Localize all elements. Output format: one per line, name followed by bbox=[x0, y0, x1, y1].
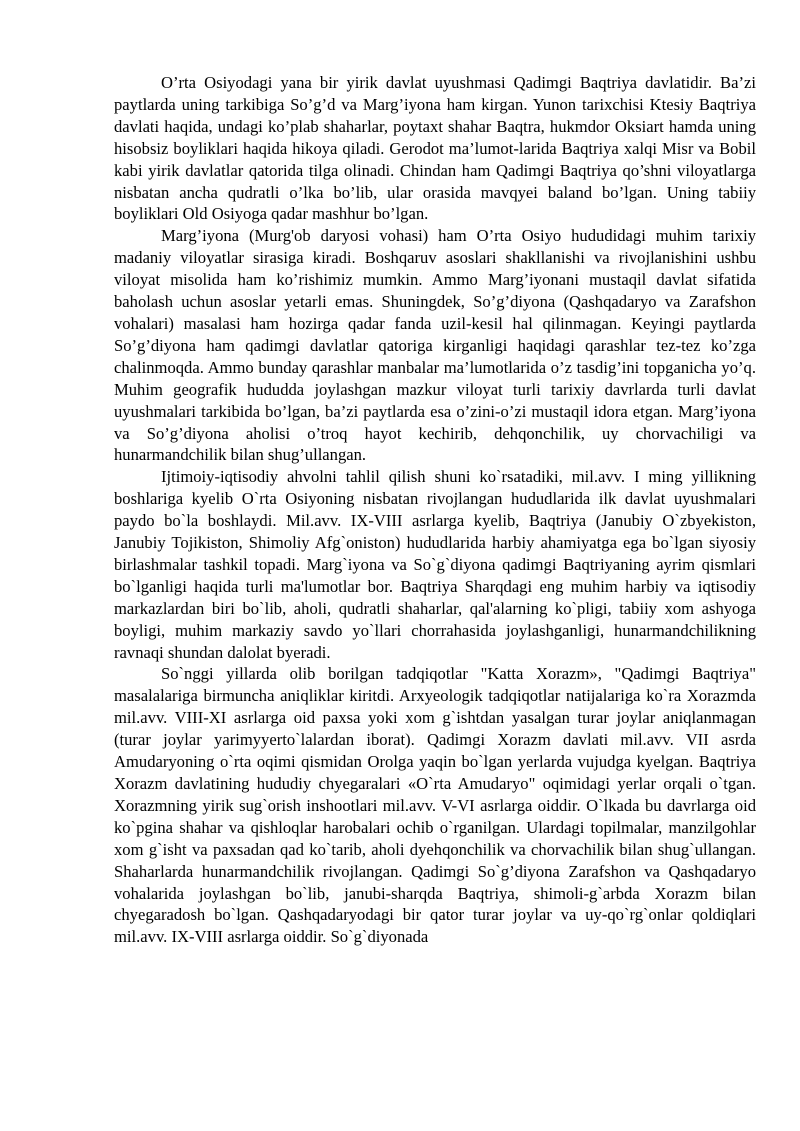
paragraph-baqtriya: O’rta Osiyodagi yana bir yirik davlat uyushmasi Qadimgi Baqtriya davlatidir. Ba’zi paytlarda uning tarkibiga So’g’d va Marg’iyona ham kirgan. Yunon tarixchisi Ktesiy Baqtriya davlati haqida, undagi ko’plab shaharlar, poytaxt shahar Baqtra, hukmdor Oksiart hamda uning hisobsiz boyliklari haqida hikoya qiladi. Gerodot ma’lumot-larida Baqtriya xalqi Misr va Bobil kabi yirik davlatlar qatorida tilga olinadi. Chindan ham Qadimgi Baqtriya qo’shni viloyatlarga nisbatan ancha qudratli o’lka bo’lib, ular orasida mavqyei baland bo’lgan. Uning tabiiy boyliklari Old Osiyoga qadar mashhur bo’lgan. bbox=[114, 73, 756, 224]
paragraph-xorazm: So`nggi yillarda olib borilgan tadqiqotlar "Katta Xorazm», "Qadimgi Baqtriya" masalalariga birmuncha aniqliklar kiritdi. Arxyeologik tadqiqotlar natijalariga ko`ra Xorazmda mil.avv. VIII-XI asrlarga oid paxsa yoki xom g`ishtdan yasalgan turar joylar aniqlanmagan (turar joylar yarimyyerto`lalardan iborat). Qadimgi Xorazm davlati mil.avv. VII asrda Amudaryoning o`rta oqimi qismidan Orolga yaqin bo`lgan yerlarda vujudga kyelgan. Baqtriya Xorazm davlatining hududiy chyegaralari «O`rta Amudaryo" oqimidagi yerlar orqali o`tgan. Xorazmning yirik sug`orish inshootlari mil.avv. V-VI asrlarga oiddir. O`lkada bu davrlarga oid ko`pgina shahar va qishloqlar harobalari ochib o`rganilgan. Ulardagi topilmalar, manzilgohlar xom g`isht va paxsadan qad ko`tarib, aholi dyehqonchilik va chorvachilik bilan shug`ullangan. Shaharlarda hunarmandchilik rivojlangan. Qadimgi So`g’diyona Zarafshon va Qashqadaryo vohalarida joylashgan bo`lib, janubi-sharqda Baqtriya, shimoli-g`arbda Xorazm bilan chyegaradosh bo`lgan. Qashqadaryodagi bir qator turar joylar va uy-qo`rg`onlar qoldiqlari mil.avv. IX-VIII asrlarga oiddir. So`g`diyonada bbox=[114, 664, 756, 947]
paragraph-socioeconomic: Ijtimoiy-iqtisodiy ahvolni tahlil qilish shuni ko`rsatadiki, mil.avv. I ming yillikning boshlariga kyelib O`rta Osiyoning nisbatan rivojlangan hududlarida ilk davlat uyushmalari paydo bo`la boshlaydi. Mil.avv. IX-VIII asrlarga kyelib, Baqtriya (Janubiy O`zbyekiston, Janubiy Tojikiston, Shimoliy Afg`oniston) hududlarida harbiy ahamiyatga ega bo`lgan siyosiy birlashmalar tashkil topadi. Marg`iyona va So`g`diyona qadimgi Baqtriyaning ayrim qismlari bo`lganligi haqida turli ma'lumotlar bor. Baqtriya Sharqdagi eng muhim harbiy va iqtisodiy markazlardan biri bo`lib, aholi, qudratli shaharlar, qal'alarning ko`pligi, tabiiy xom ashyoga boyligi, muhim markaziy savdo yo`llari chorrahasida joylashganligi, hunarmandchilikning ravnaqi shundan dalolat byeradi. bbox=[114, 467, 756, 662]
paragraph-margiyona: Marg’iyona (Murg'ob daryosi vohasi) ham O’rta Osiyo hududidagi muhim tarixiy madaniy viloyatlar sirasiga kiradi. Boshqaruv asoslari shakllanishi va rivojlanishini ushbu viloyat misolida ham ko’rishimiz mumkin. Ammo Marg’iyonani mustaqil davlat sifatida baholash uchun asoslar yetarli emas. Shuningdek, So’g’diyona (Qashqadaryo va Zarafshon vohalari) masalasi ham hozirga qadar fanda uzil-kesil hal qilinmagan. Keyingi paytlarda So’g’diyona ham qadimgi davlatlar qatoriga kirganligi haqidagi qarashlar tez-tez ko’zga chalinmoqda. Ammo bunday qarashlar manbalar ma’lumotlarida o’z tasdig’ini topganicha yo’q. Muhim geografik hududda joylashgan mazkur viloyat turli tarixiy davrlarda turli davlat uyushmalari tarkibida bo’lgan, ba’zi paytlarda esa o’zini-o’zi mustaqil idora etgan. Marg’iyona va So’g’diyona aholisi o’troq hayot kechirib, dehqonchilik, uy chorvachiligi va hunarmandchilik bilan shug’ullangan. bbox=[114, 226, 756, 465]
document-page bbox=[114, 72, 756, 948]
